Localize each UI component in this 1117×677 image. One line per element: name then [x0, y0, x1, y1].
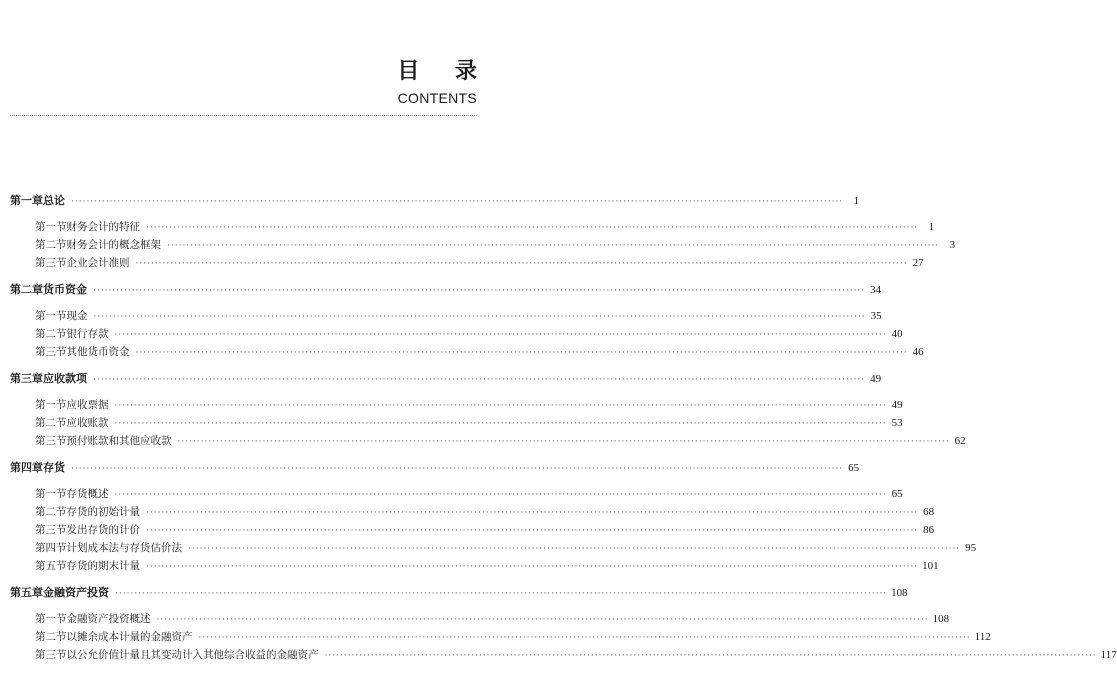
dot-leader: ········································································································································································································ — [324, 651, 1097, 661]
page-subtitle: CONTENTS — [397, 90, 477, 106]
toc-section-page: 46 — [912, 346, 924, 358]
dot-leader: ········································································································································································································ — [71, 197, 844, 207]
toc-section[interactable] — [10, 433, 966, 451]
toc-chapter[interactable] — [10, 459, 860, 478]
toc-section-page: 49 — [891, 399, 903, 411]
page-title: 目 录 — [397, 58, 491, 84]
toc-section[interactable] — [10, 504, 935, 522]
toc-section-page: 65 — [891, 488, 903, 500]
toc-section[interactable] — [10, 558, 939, 576]
toc-section-title: 其他货币资金 — [66, 346, 130, 358]
toc-section[interactable] — [10, 611, 950, 629]
dot-leader: ········································································································································································································ — [188, 544, 961, 554]
toc-section[interactable] — [10, 255, 924, 273]
table-of-contents — [10, 192, 1117, 673]
toc-section[interactable] — [10, 486, 903, 504]
dot-leader: ········································································································································································································ — [93, 375, 866, 385]
dot-leader: ········································································································································································································ — [156, 615, 929, 625]
toc-chapter[interactable] — [10, 192, 860, 211]
toc-section-number: 第四节 — [35, 542, 67, 554]
toc-section-number: 第一节 — [35, 399, 67, 411]
toc-section-number: 第二节 — [35, 631, 67, 643]
toc-section-page: 53 — [891, 417, 903, 429]
toc-section-number: 第二节 — [35, 506, 67, 518]
toc-chapter[interactable] — [10, 281, 882, 300]
dot-leader: ········································································································································································································ — [135, 348, 908, 358]
toc-section[interactable] — [10, 219, 935, 237]
dot-leader: ········································································································································································································ — [115, 589, 888, 599]
toc-section-page: 95 — [965, 542, 977, 554]
toc-section[interactable] — [10, 415, 903, 433]
toc-section-title: 企业会计准则 — [66, 257, 130, 269]
toc-section-page: 117 — [1100, 649, 1117, 661]
toc-chapter-page: 1 — [853, 195, 860, 207]
toc-chapter-title: 金融资产投资 — [43, 586, 109, 599]
toc-chapter-page: 49 — [870, 373, 882, 385]
toc-chapter-title: 总论 — [43, 194, 65, 207]
toc-section-title: 以摊余成本计量的金融资产 — [66, 631, 193, 643]
toc-section-number: 第一节 — [35, 613, 67, 625]
toc-section[interactable] — [10, 647, 1117, 665]
toc-section-title: 银行存款 — [66, 328, 109, 340]
toc-section[interactable] — [10, 629, 991, 647]
toc-section-title: 计划成本法与存货估价法 — [66, 542, 182, 554]
dot-leader: ········································································································································································································ — [167, 241, 940, 251]
dot-leader: ········································································································································································································ — [177, 437, 950, 447]
toc-section-page: 108 — [932, 613, 950, 625]
toc-section[interactable] — [10, 308, 882, 326]
toc-section-title: 应收票据 — [66, 399, 109, 411]
toc-section-page: 62 — [954, 435, 966, 447]
toc-section-number: 第五节 — [35, 560, 67, 572]
toc-section-page: 68 — [923, 506, 935, 518]
toc-section-page: 112 — [974, 631, 991, 643]
toc-chapter-title: 货币资金 — [43, 283, 87, 296]
toc-section-title: 存货的初始计量 — [66, 506, 140, 518]
dot-leader: ········································································································································································································ — [114, 490, 887, 500]
toc-section-title: 存货概述 — [66, 488, 109, 500]
toc-chapter-page: 108 — [891, 587, 908, 599]
toc-section-page: 35 — [870, 310, 882, 322]
toc-section[interactable] — [10, 522, 935, 540]
dot-leader: ········································································································································································································ — [198, 633, 971, 643]
toc-chapter[interactable] — [10, 584, 908, 603]
dot-leader: ········································································································································································································ — [146, 508, 919, 518]
dot-leader: ········································································································································································································ — [146, 223, 919, 233]
toc-section-number: 第三节 — [35, 435, 67, 447]
toc-section-title: 发出存货的计价 — [66, 524, 140, 536]
toc-chapter-number: 第三章 — [10, 372, 43, 385]
toc-chapter-page: 65 — [848, 462, 860, 474]
toc-chapter-page: 34 — [870, 284, 882, 296]
dot-leader: ········································································································································································································ — [93, 312, 866, 322]
toc-chapter-title: 存货 — [43, 461, 65, 474]
toc-section[interactable] — [10, 326, 903, 344]
dot-leader: ········································································································································································································ — [114, 330, 887, 340]
toc-section-page: 40 — [891, 328, 903, 340]
toc-section[interactable] — [10, 237, 956, 255]
toc-section-number: 第三节 — [35, 524, 67, 536]
toc-chapter-title: 应收款项 — [43, 372, 87, 385]
toc-section-number: 第一节 — [35, 488, 67, 500]
toc-section[interactable] — [10, 540, 977, 558]
toc-chapter-number: 第四章 — [10, 461, 43, 474]
toc-section-title: 现金 — [66, 310, 88, 322]
header-divider — [10, 115, 477, 116]
toc-section-title: 财务会计的概念框架 — [66, 239, 161, 251]
toc-chapter-number: 第二章 — [10, 283, 43, 296]
toc-chapter[interactable] — [10, 370, 882, 389]
toc-section-page: 3 — [949, 239, 956, 251]
toc-section-title: 应收账款 — [66, 417, 109, 429]
dot-leader: ········································································································································································································ — [114, 419, 887, 429]
toc-section[interactable] — [10, 344, 924, 362]
dot-leader: ········································································································································································································ — [114, 401, 887, 411]
toc-chapter-number: 第五章 — [10, 586, 43, 599]
toc-chapter-number: 第一章 — [10, 194, 43, 207]
toc-section-page: 27 — [912, 257, 924, 269]
toc-section-title: 预付账款和其他应收款 — [66, 435, 172, 447]
toc-section-number: 第一节 — [35, 221, 67, 233]
dot-leader: ········································································································································································································ — [146, 526, 919, 536]
toc-section[interactable] — [10, 397, 903, 415]
toc-section-page: 1 — [928, 221, 935, 233]
dot-leader: ········································································································································································································ — [135, 259, 908, 269]
toc-section-number: 第二节 — [35, 239, 67, 251]
toc-section-title: 以公允价值计量且其变动计入其他综合收益的金融资产 — [66, 649, 319, 661]
toc-section-page: 86 — [923, 524, 935, 536]
toc-section-number: 第三节 — [35, 649, 67, 661]
toc-section-page: 101 — [922, 560, 939, 572]
toc-section-number: 第二节 — [35, 328, 67, 340]
toc-section-title: 金融资产投资概述 — [66, 613, 151, 625]
toc-section-number: 第三节 — [35, 257, 67, 269]
dot-leader: ········································································································································································································ — [71, 464, 844, 474]
toc-section-number: 第一节 — [35, 310, 67, 322]
toc-section-number: 第二节 — [35, 417, 67, 429]
toc-section-title: 财务会计的特征 — [66, 221, 140, 233]
dot-leader: ········································································································································································································ — [93, 286, 866, 296]
toc-section-title: 存货的期末计量 — [66, 560, 140, 572]
toc-section-number: 第三节 — [35, 346, 67, 358]
dot-leader: ········································································································································································································ — [146, 562, 919, 572]
